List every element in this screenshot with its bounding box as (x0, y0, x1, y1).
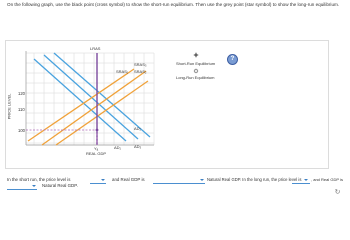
short-run-price-dropdown[interactable] (90, 177, 106, 184)
potential-output-label: Yₐ (94, 146, 99, 151)
ad2-label: AD₂ (134, 126, 142, 131)
ad3-label: AD₃ (134, 144, 142, 149)
sras1-label: SRAS₁ (116, 69, 129, 74)
question-part-1: In the short run, the price level is (7, 177, 71, 182)
ad1-label: AD₁ (114, 145, 121, 150)
chevron-down-icon (32, 185, 36, 187)
y-axis-label: PRICE LEVEL (6, 93, 12, 120)
short-run-gdp-dropdown[interactable] (153, 177, 205, 184)
star-point-icon[interactable] (194, 69, 198, 73)
instructions-text: On the following graph, use the black point (cross symbol) to show the short-run equilibrium. Then use the grey point (star symbol) to show the long-run equilibrium. (7, 2, 340, 7)
long-run-price-dropdown[interactable] (292, 177, 310, 184)
sras2-label: SRAS₂ (134, 69, 147, 74)
graph-panel (5, 40, 329, 169)
chevron-down-icon (304, 179, 308, 181)
question-part-4: , and Real GDP is (311, 177, 343, 182)
chevron-down-icon (101, 179, 105, 181)
short-run-legend-label: Short-Run Equilibrium (176, 61, 216, 66)
long-run-gdp-dropdown[interactable] (7, 183, 37, 190)
cross-point-icon[interactable] (194, 53, 198, 57)
lras-label: LRAS (90, 46, 101, 51)
initial-equilibrium-point (96, 129, 99, 132)
y-tick-110: 110 (18, 107, 25, 112)
question-part-3: Natural Real GDP. In the long run, the price level is (207, 177, 302, 182)
x-axis-label: REAL GDP (86, 151, 107, 156)
refresh-icon[interactable]: ↻ (334, 189, 341, 196)
help-icon[interactable]: ? (227, 54, 238, 65)
y-tick-120: 120 (18, 91, 25, 96)
sras3-label: SRAS₃ (134, 62, 147, 67)
question-part-5: Natural Real GDP. (42, 183, 78, 188)
chevron-down-icon (200, 179, 204, 181)
question-part-2: and Real GDP is (112, 177, 145, 182)
long-run-legend-label: Long-Run Equilibrium (176, 75, 215, 80)
y-tick-100: 100 (18, 128, 25, 133)
graph-plot[interactable] (6, 41, 328, 168)
